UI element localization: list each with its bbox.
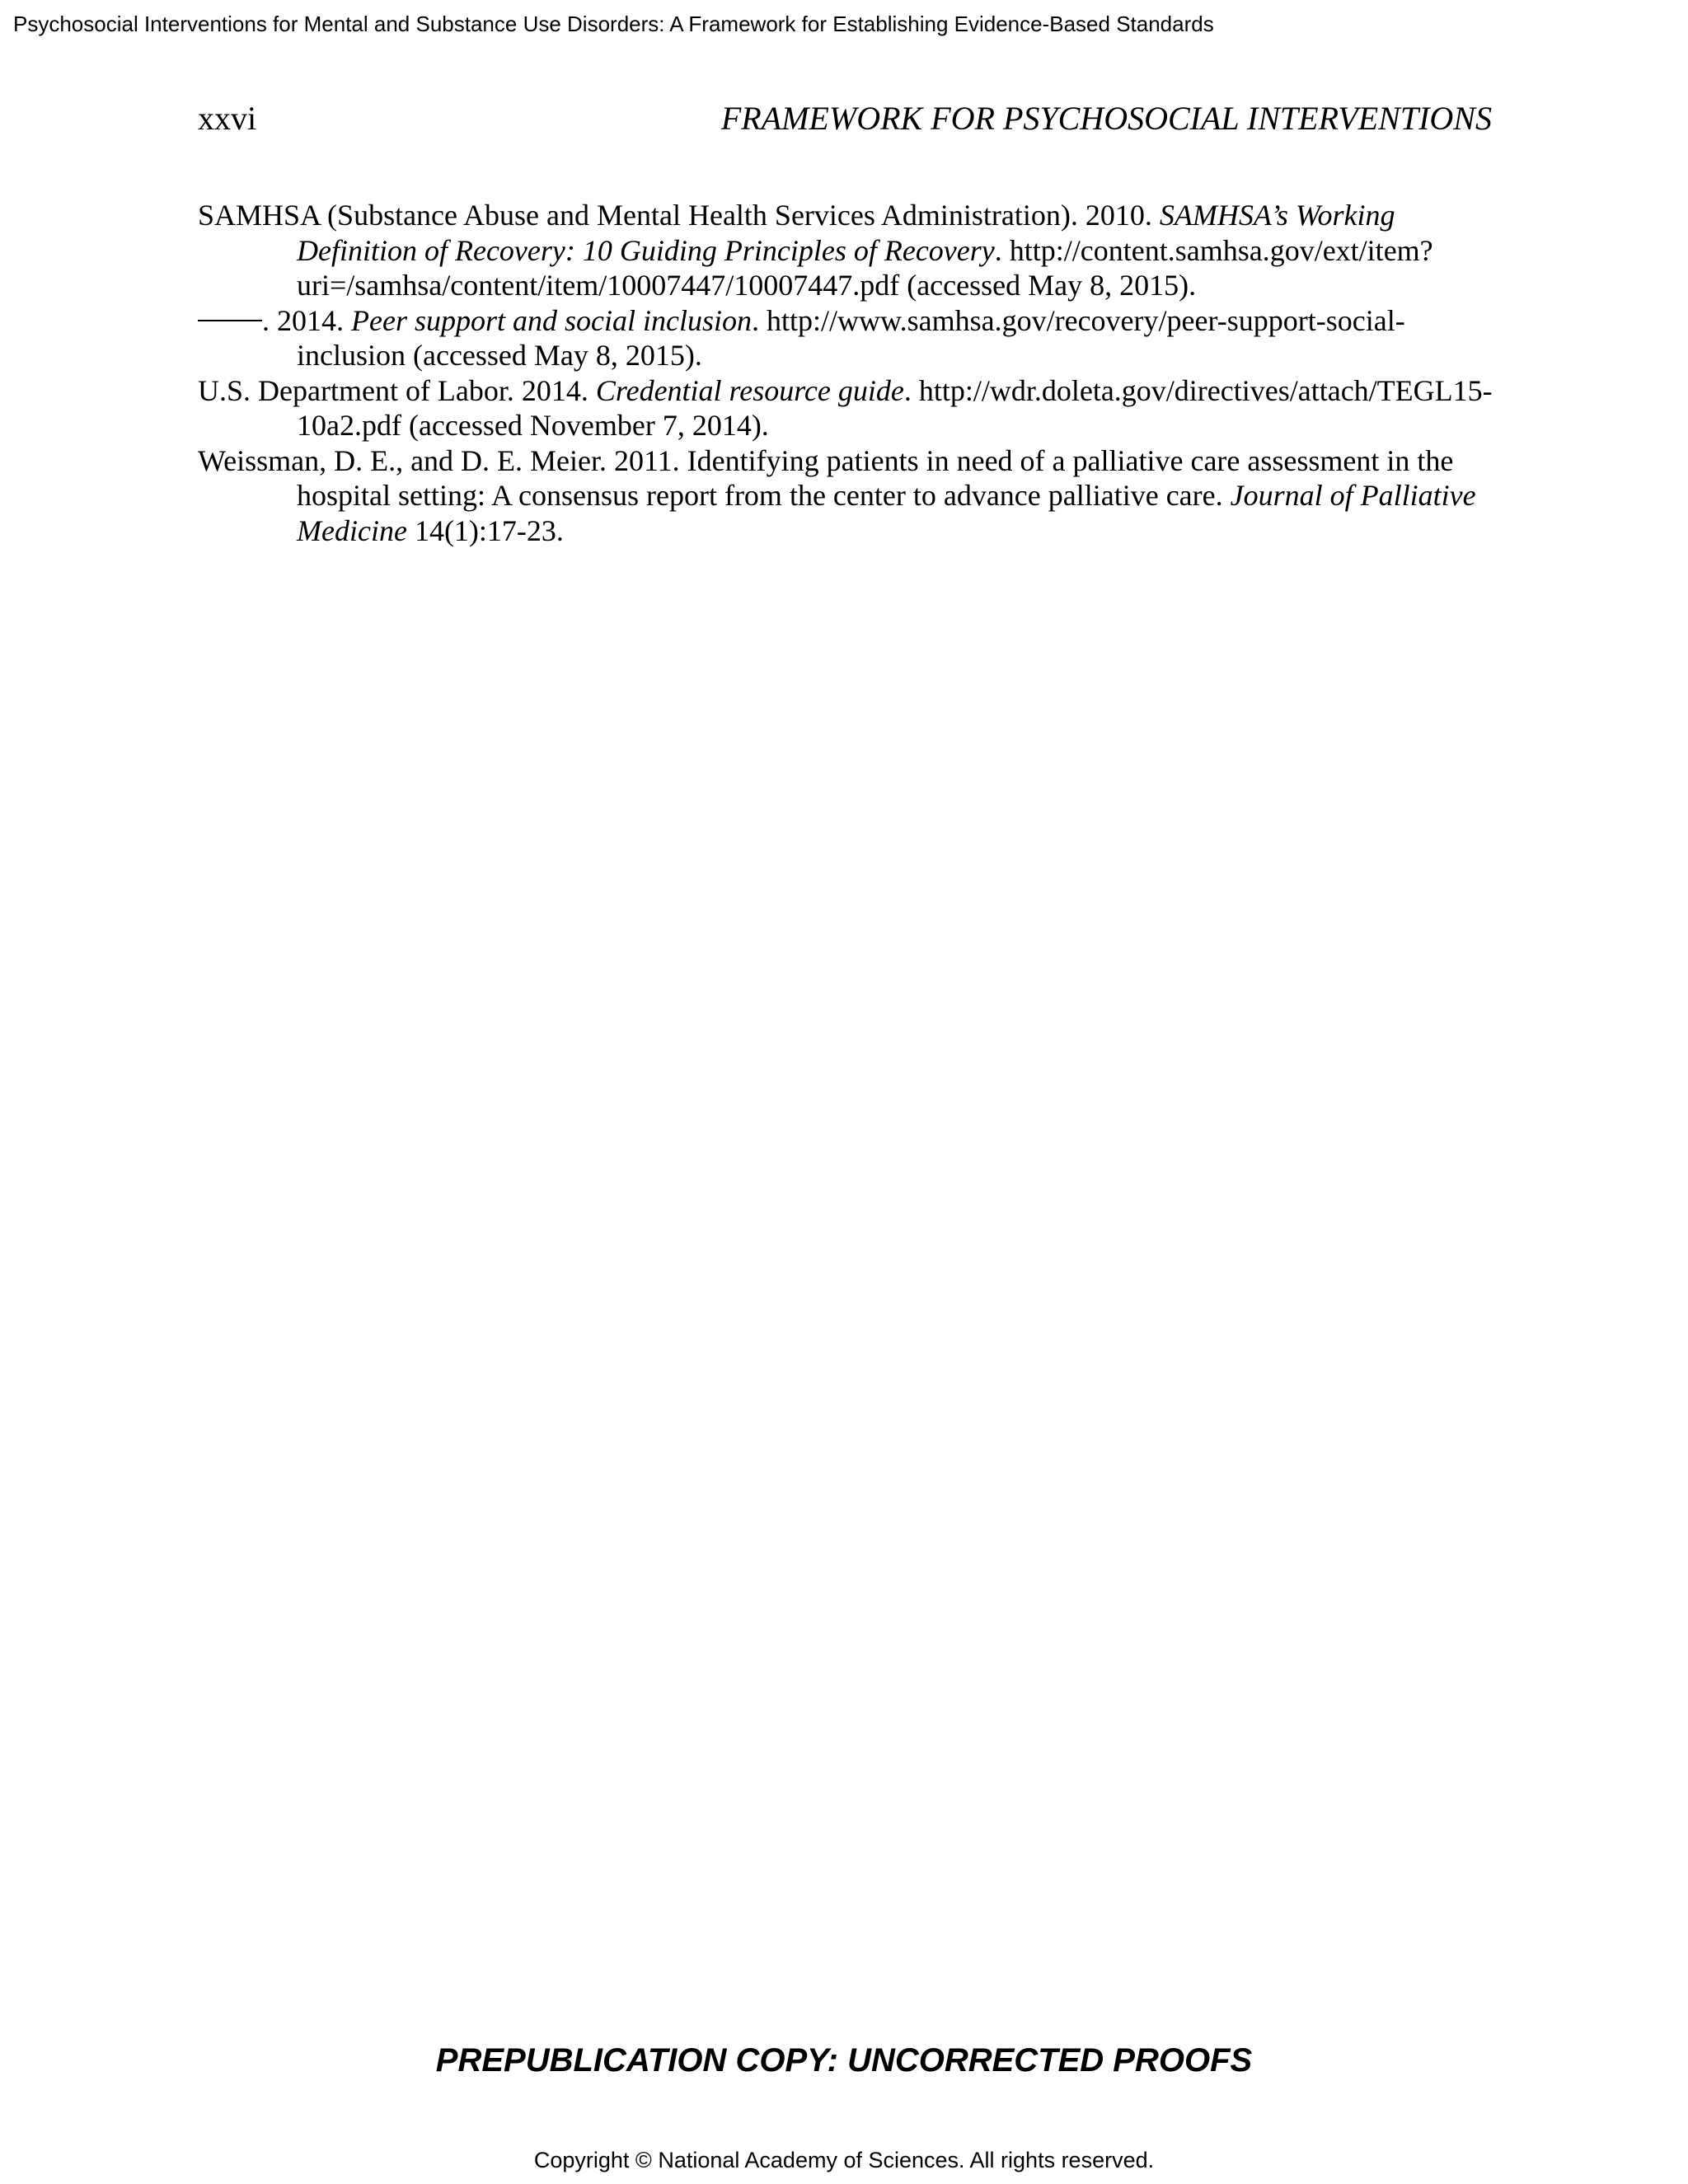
- running-title: FRAMEWORK FOR PSYCHOSOCIAL INTERVENTIONS: [720, 100, 1492, 137]
- reference-text: . http://www.samhsa.gov/recovery/peer-support-social-inclusion (accessed May 8, 2015).: [297, 303, 1405, 372]
- reference-title: SAMHSA’s Working Definition of Recovery: 10 Guiding Principles of Recovery: [297, 199, 1395, 267]
- reference-text: SAMHSA (Substance Abuse and Mental Health Services Administration). 2010.: [198, 199, 1160, 232]
- document-title-banner: Psychosocial Interventions for Mental and Substance Use Disorders: A Framework for Establishing Evidence-Based Standards: [13, 12, 1214, 36]
- reference-list: [198, 198, 1500, 548]
- reference-text: Weissman, D. E., and D. E. Meier. 2011. Identifying patients in need of a palliative care assessment in the hospital setting: A consensus report from the center to advance palliative care.: [198, 443, 1454, 512]
- reference-title: Peer support and social inclusion: [351, 303, 752, 337]
- reference-entry: [198, 303, 1500, 373]
- reference-text: . 2014.: [262, 303, 351, 337]
- reference-text: . http://content.samhsa.gov/ext/item?uri=/samhsa/content/item/10007447/10007447.pdf (accessed May 8, 2015).: [297, 233, 1433, 302]
- reference-text: 14(1):17-23.: [406, 513, 564, 547]
- reference-text: . http://wdr.doleta.gov/directives/attach/TEGL15-10a2.pdf (accessed November 7, 2014).: [297, 373, 1493, 442]
- reference-entry: [198, 198, 1500, 303]
- reference-text: U.S. Department of Labor. 2014.: [198, 373, 596, 407]
- reference-title: Credential resource guide: [595, 373, 904, 407]
- prepublication-notice: PREPUBLICATION COPY: UNCORRECTED PROOFS: [435, 2042, 1253, 2079]
- reference-title: Journal of Palliative Medicine: [297, 479, 1476, 547]
- page-number: xxvi: [198, 100, 257, 137]
- ditto-dash: [198, 320, 262, 321]
- copyright-notice: Copyright © National Academy of Sciences. All rights reserved.: [533, 2148, 1155, 2172]
- reference-entry: [198, 443, 1500, 549]
- reference-entry: [198, 373, 1500, 443]
